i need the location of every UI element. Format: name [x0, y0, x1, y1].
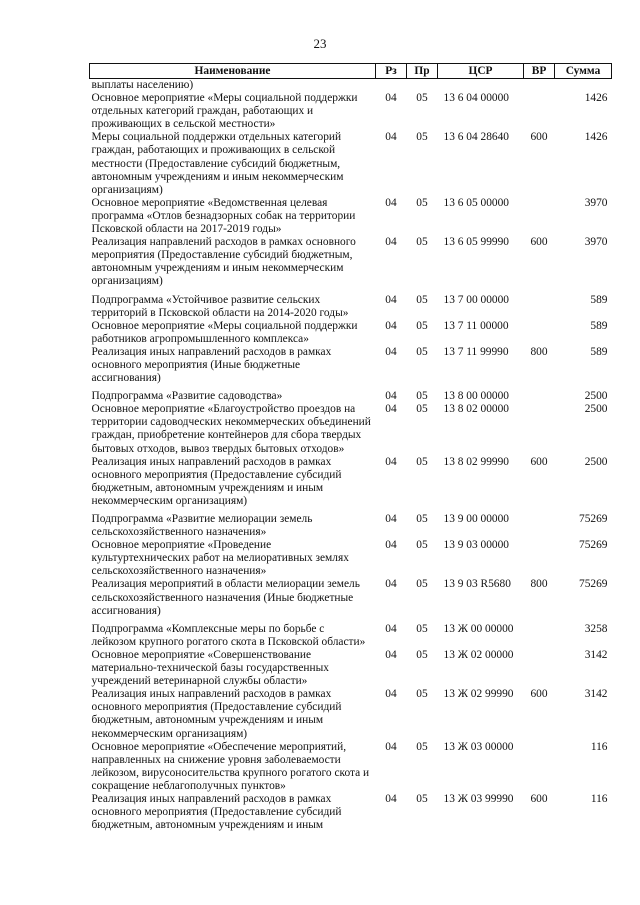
cell-pr: 05 [416, 196, 428, 209]
cell-rz: 04 [385, 648, 397, 661]
cell-csr: 13 Ж 03 99990 [443, 792, 514, 805]
cell-sum: 116 [590, 792, 608, 805]
table-row [90, 688, 612, 740]
cell-vr [524, 649, 555, 688]
cell-sum: 116 [590, 740, 608, 753]
cell-vr: 600 [530, 455, 548, 468]
cell-vr: 800 [530, 345, 548, 358]
table-header-row [90, 64, 612, 79]
cell-vr [524, 385, 555, 403]
cell-pr: 05 [416, 622, 428, 635]
cell-rz: 04 [385, 578, 397, 591]
table-row [90, 508, 612, 539]
cell-csr: 13 9 03 R5680 [443, 578, 511, 591]
cell-vr [524, 741, 555, 793]
cell-vr [524, 92, 555, 131]
header-name: Наименование [90, 64, 376, 79]
cell-vr: 800 [530, 578, 548, 591]
cell-rz: 04 [385, 792, 397, 805]
cell-rz: 04 [385, 236, 397, 249]
cell-name: Основное мероприятие «Меры социальной поддержки работников агропромышленного комплекса» [91, 319, 358, 345]
cell-name: Подпрограмма «Развитие мелиорации земель сельскохозяйственного назначения» [91, 513, 313, 539]
cell-vr [524, 539, 555, 578]
cell-pr: 05 [416, 403, 428, 416]
cell-sum: 589 [590, 319, 608, 332]
table-row [90, 79, 612, 93]
cell-pr: 05 [416, 792, 428, 805]
cell-csr: 13 Ж 00 00000 [443, 622, 514, 635]
cell-sum: 2500 [584, 455, 608, 468]
cell-vr: 600 [530, 792, 548, 805]
cell-vr [524, 79, 555, 93]
cell-rz: 04 [385, 539, 397, 552]
cell-rz: 04 [385, 455, 397, 468]
cell-name: Основное мероприятие «Совершенствование материально-технической базы государственных учреждений ветеринарной службы области» [91, 648, 329, 688]
cell-name: Подпрограмма «Устойчивое развитие сельских территорий в Псковской области на 2014-2020 годы» [91, 293, 349, 319]
cell-pr [407, 79, 438, 93]
cell-vr: 600 [530, 236, 548, 249]
cell-sum: 589 [590, 345, 608, 358]
cell-pr: 05 [416, 131, 428, 144]
cell-sum: 1426 [584, 131, 608, 144]
cell-pr: 05 [416, 578, 428, 591]
header-pr: Пр [407, 64, 438, 79]
cell-csr [438, 79, 524, 93]
table-row [90, 320, 612, 346]
cell-sum: 3142 [584, 688, 608, 701]
cell-pr: 05 [416, 319, 428, 332]
cell-vr [524, 403, 555, 455]
cell-sum: 75269 [579, 513, 608, 525]
cell-sum: 75269 [579, 539, 608, 552]
cell-pr: 05 [416, 648, 428, 661]
cell-csr: 13 8 00 00000 [443, 390, 509, 403]
cell-name: Основное мероприятие «Меры социальной поддержки отдельных категорий граждан, работающих и проживающих в сельской местности» [91, 92, 358, 131]
table-row [90, 385, 612, 403]
header-sum: Сумма [555, 64, 612, 79]
cell-csr: 13 6 05 00000 [443, 196, 509, 209]
cell-sum: 2500 [584, 390, 608, 403]
cell-vr [524, 618, 555, 649]
cell-csr: 13 8 02 99990 [443, 455, 509, 468]
cell-csr: 13 7 11 00000 [443, 319, 509, 332]
cell-csr: 13 7 00 00000 [443, 293, 509, 306]
cell-name: Основное мероприятие «Ведомственная целевая программа «Отлов безнадзорных собак на территории Псковской области на 2017-2019 годы» [91, 196, 356, 236]
cell-pr: 05 [416, 293, 428, 306]
cell-pr: 05 [416, 390, 428, 403]
cell-rz: 04 [385, 196, 397, 209]
cell-rz: 04 [385, 622, 397, 635]
budget-table [89, 63, 612, 832]
cell-vr [524, 289, 555, 320]
cell-rz: 04 [385, 688, 397, 701]
cell-sum: 75269 [579, 578, 608, 591]
header-vr: ВР [524, 64, 555, 79]
cell-rz [376, 79, 407, 93]
page-number: 23 [313, 36, 327, 51]
table-row [90, 456, 612, 508]
cell-csr: 13 9 00 00000 [443, 513, 509, 525]
table-row [90, 649, 612, 688]
cell-csr: 13 Ж 03 00000 [443, 740, 514, 753]
cell-pr: 05 [416, 455, 428, 468]
cell-name: Реализация иных направлений расходов в рамках основного мероприятия (Иные бюджетные ассигнования) [91, 345, 332, 385]
cell-csr: 13 Ж 02 99990 [443, 688, 514, 701]
table-row [90, 346, 612, 385]
header-rz: Рз [376, 64, 407, 79]
cell-pr: 05 [416, 92, 428, 105]
table-row [90, 289, 612, 320]
table-row [90, 793, 612, 832]
cell-pr: 05 [416, 236, 428, 249]
cell-csr: 13 Ж 02 00000 [443, 648, 514, 661]
cell-csr: 13 6 05 99990 [443, 236, 509, 249]
cell-vr: 600 [530, 688, 548, 701]
cell-rz: 04 [385, 293, 397, 306]
table-row [90, 197, 612, 236]
table-row [90, 539, 612, 578]
cell-rz: 04 [385, 345, 397, 358]
cell-csr: 13 6 04 28640 [443, 131, 509, 144]
table-body [90, 79, 612, 833]
cell-name: Реализация мероприятий в области мелиорации земель сельскохозяйственного назначения (Иные бюджетные ассигнования) [91, 578, 360, 617]
cell-sum: 589 [590, 293, 608, 306]
cell-name: Реализация иных направлений расходов в рамках основного мероприятия (Предоставление субсидий бюджетным, автономным учреждениям и иным [91, 792, 342, 832]
cell-sum: 1426 [584, 92, 608, 105]
cell-name: Подпрограмма «Комплексные меры по борьбе с лейкозом крупного рогатого скота в Псковской области» [91, 622, 366, 648]
cell-vr [524, 320, 555, 346]
cell-name: Основное мероприятие «Обеспечение мероприятий, направленных на снижение уровня заболеваемости лейкозом, вирусоносительства крупного рогатого скота и сокращение неблагополучных пунктов» [91, 740, 370, 792]
cell-name: Меры социальной поддержки отдельных категорий граждан, работающих и проживающих в сельской местности (Предоставление субсидий бюджетным, автономным учреждениям и иным некоммерческим организациям) [91, 131, 344, 196]
cell-name: Основное мероприятие «Проведение культуртехнических работ на мелиоративных землях сельскохозяйственного назначения» [91, 539, 349, 578]
header-csr: ЦСР [438, 64, 524, 79]
cell-sum: 3258 [584, 622, 608, 635]
cell-sum: 2500 [584, 403, 608, 416]
table-row [90, 131, 612, 196]
cell-rz: 04 [385, 92, 397, 105]
table-row [90, 92, 612, 131]
cell-pr: 05 [416, 740, 428, 753]
cell-pr: 05 [416, 513, 428, 525]
cell-sum: 3970 [584, 196, 608, 209]
cell-sum: 3142 [584, 648, 608, 661]
cell-csr: 13 7 11 99990 [443, 345, 509, 358]
cell-rz: 04 [385, 319, 397, 332]
table-row [90, 578, 612, 617]
table-row [90, 741, 612, 793]
cell-rz: 04 [385, 390, 397, 403]
cell-vr [524, 508, 555, 539]
cell-name: Реализация иных направлений расходов в рамках основного мероприятия (Предоставление субсидий бюджетным, автономным учреждениям и иным некоммерческим организациям) [91, 688, 342, 740]
cell-pr: 05 [416, 688, 428, 701]
cell-csr: 13 6 04 00000 [443, 92, 509, 105]
table-row [90, 618, 612, 649]
table-row [90, 403, 612, 455]
cell-vr [524, 197, 555, 236]
cell-pr: 05 [416, 345, 428, 358]
cell-vr: 600 [530, 131, 548, 144]
cell-pr: 05 [416, 539, 428, 552]
cell-csr: 13 8 02 00000 [443, 403, 509, 416]
cell-name: выплаты населению) [91, 79, 194, 91]
cell-sum [555, 79, 612, 93]
cell-rz: 04 [385, 740, 397, 753]
cell-rz: 04 [385, 131, 397, 144]
cell-name: Основное мероприятие «Благоустройство проездов на территории садоводческих некоммерческих объединений граждан, приобретение контейнеров для сбора твердых бытовых отходов, вывоз твердых бытовых отходов» [91, 403, 371, 455]
cell-rz: 04 [385, 403, 397, 416]
cell-name: Подпрограмма «Развитие садоводства» [91, 390, 283, 403]
cell-name: Реализация направлений расходов в рамках основного мероприятия (Предоставление субсидий бюджетным, автономным учреждениям и иным некоммерческим организациям) [91, 236, 356, 288]
cell-rz: 04 [385, 513, 397, 525]
table-row [90, 236, 612, 288]
cell-name: Реализация иных направлений расходов в рамках основного мероприятия (Предоставление субсидий бюджетным, автономным учреждениям и иным некоммерческим организациям) [91, 455, 342, 507]
cell-csr: 13 9 03 00000 [443, 539, 509, 552]
cell-sum: 3970 [584, 236, 608, 249]
